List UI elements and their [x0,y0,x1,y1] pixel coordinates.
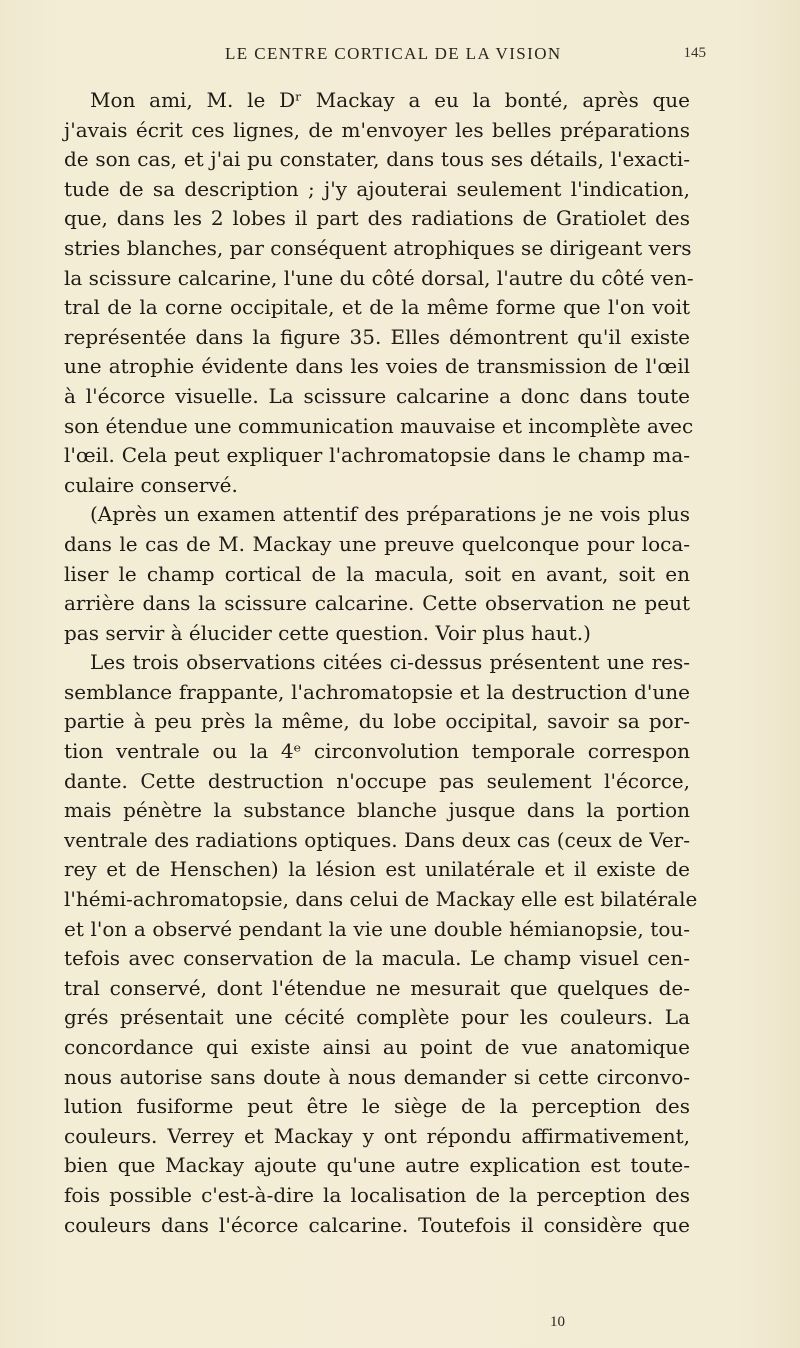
text-line: que, dans les 2 lobes il part des radiations de Gratiolet des [64,206,690,231]
text-line: arrière dans la scissure calcarine. Cette observation ne peut [64,591,690,616]
text-line: de son cas, et j'ai pu constater, dans tous ses détails, l'exacti- [64,147,690,172]
text-line: stries blanches, par conséquent atrophiques se dirigeant vers [64,235,692,260]
text-line: dans le cas de M. Mackay une preuve quelconque pour loca- [64,531,690,556]
text-line: couleurs. Verrey et Mackay y ont répondu affirmativement, [64,1123,690,1148]
text-line: couleurs dans l'écorce calcarine. Toutefois il considère que [64,1212,690,1237]
text-line: semblance frappante, l'achromatopsie et la destruction d'une [64,679,690,704]
text-line: rey et de Henschen) la lésion est unilatérale et il existe de [64,857,690,882]
text-line: tion ventrale ou la 4ᵉ circonvolution temporale correspon [64,739,690,764]
text-line: dante. Cette destruction n'occupe pas seulement l'écorce, [64,768,690,793]
page-number: 145 [683,45,706,61]
text-line: Mon ami, M. le Dʳ Mackay a eu la bonté, après que [90,88,690,112]
text-line: tral de la corne occipitale, et de la même forme que l'on voit [64,295,690,320]
text-line: l'hémi-achromatopsie, dans celui de Mackay elle est bilatérale [64,887,698,912]
text-line: ventrale des radiations optiques. Dans deux cas (ceux de Ver- [64,827,690,852]
text-line: tral conservé, dont l'étendue ne mesurait que quelques de- [64,975,690,1000]
text-line: nous autorise sans doute à nous demander si cette circonvo- [64,1064,690,1089]
running-title: LE CENTRE CORTICAL DE LA VISION [225,44,562,63]
text-line: son étendue une communication mauvaise et incomplète avec [64,413,694,438]
body-text [64,86,698,1240]
text-line: partie à peu près la même, du lobe occipital, savoir sa por- [64,709,690,734]
text-line: tude de sa description ; j'y ajouterai seulement l'indication, [64,176,690,201]
text-line: pas servir à élucider cette question. Voir plus haut.) [64,620,591,645]
text-line: représentée dans la figure 35. Elles démontrent qu'il existe [64,324,690,349]
text-line: l'œil. Cela peut expliquer l'achromatopsie dans le champ ma- [64,443,690,468]
page-header [140,44,706,70]
text-line: lution fusiforme peut être le siège de la perception des [64,1094,690,1119]
text-line: bien que Mackay ajoute qu'une autre explication est toute- [64,1153,690,1178]
text-line: tefois avec conservation de la macula. Le champ visuel cen- [64,946,690,971]
text-line: concordance qui existe ainsi au point de vue anatomique [64,1035,690,1059]
text-line: Les trois observations citées ci-dessus présentent une res- [90,650,690,675]
text-line: à l'écorce visuelle. La scissure calcarine a donc dans toute [64,383,690,408]
text-line: culaire conservé. [64,472,238,497]
text-line: fois possible c'est-à-dire la localisation de la perception des [64,1182,690,1207]
signature-mark: 10 [550,1314,565,1330]
text-line: une atrophie évidente dans les voies de transmission de l'œil [64,354,690,379]
text-line: j'avais écrit ces lignes, de m'envoyer les belles préparations [64,117,690,142]
text-line: et l'on a observé pendant la vie une double hémianopsie, tou- [64,916,690,941]
text-line: (Après un examen attentif des préparations je ne vois plus [90,502,690,527]
text-line: grés présentait une cécité complète pour les couleurs. La [64,1005,690,1030]
text-line: mais pénètre la substance blanche jusque dans la portion [64,798,690,823]
text-line: la scissure calcarine, l'une du côté dorsal, l'autre du côté ven- [64,265,694,290]
text-line: liser le champ cortical de la macula, soit en avant, soit en [64,561,690,586]
